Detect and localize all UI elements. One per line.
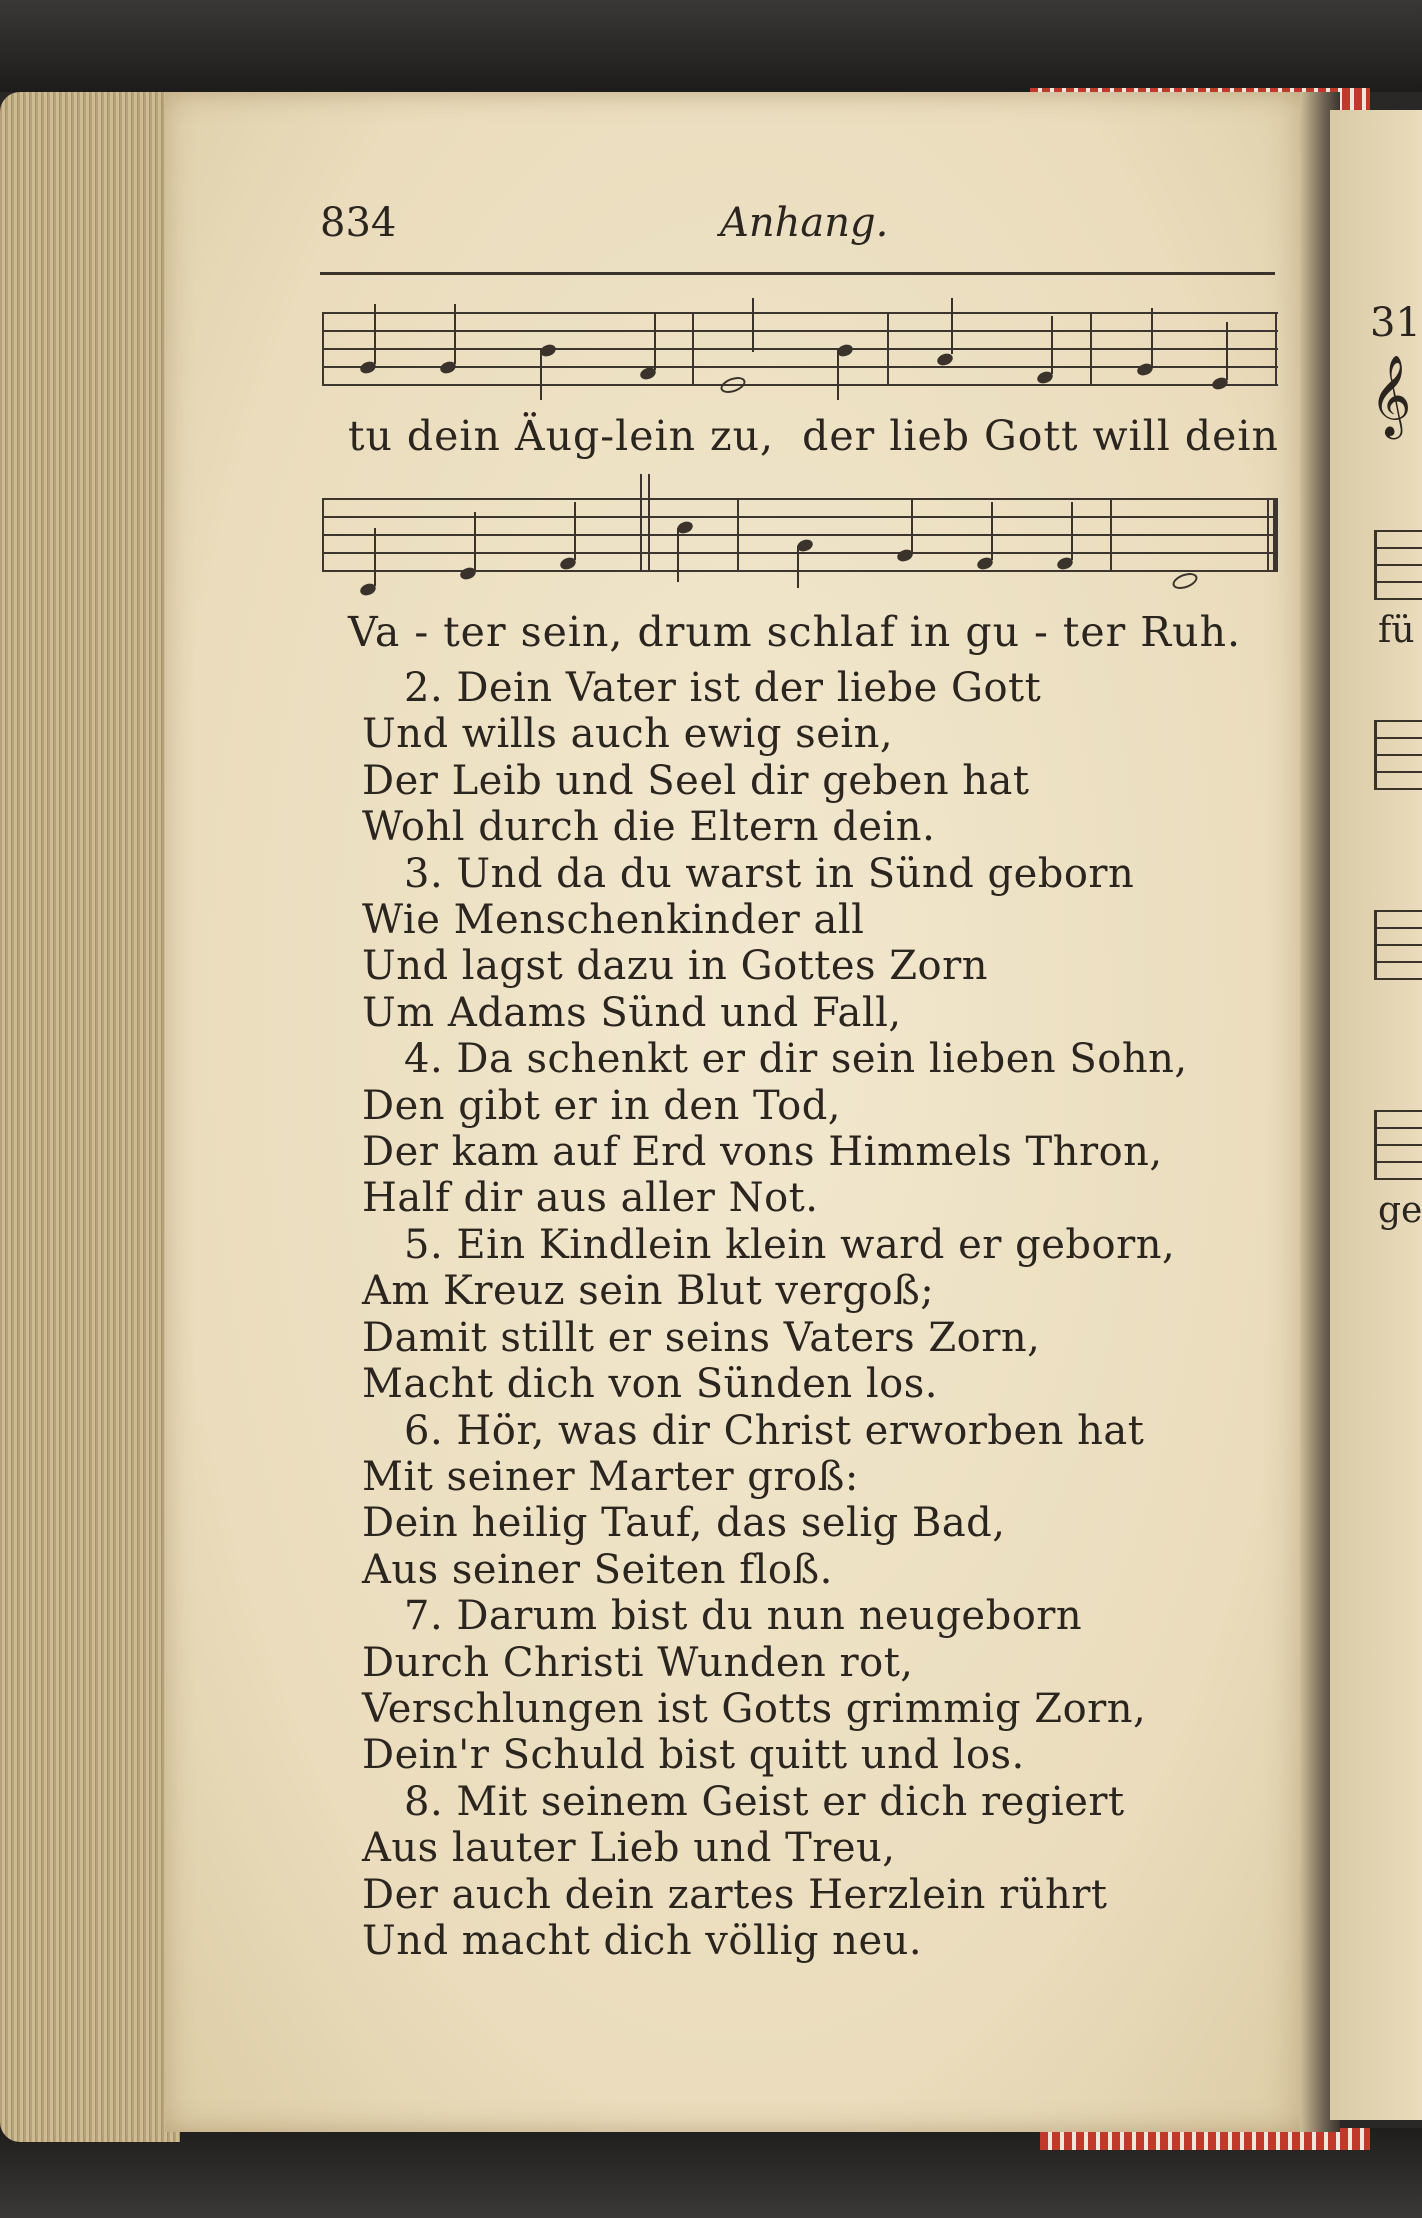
- verse-line: Wie Menschenkinder all: [362, 897, 865, 944]
- verse-3: [362, 851, 1262, 1037]
- header-rule: [320, 272, 1275, 275]
- verse-line: 7. Darum bist du nun neugeborn: [404, 1593, 1083, 1640]
- page-header: [320, 200, 1270, 260]
- facing-text-fragment-1: fü: [1378, 610, 1415, 651]
- facing-staff-4: [1374, 1110, 1422, 1180]
- verse-line: Damit stillt er seins Vaters Zorn,: [362, 1314, 1041, 1361]
- verse-line: Aus lauter Lieb und Treu,: [362, 1825, 896, 1872]
- verse-line: Durch Christi Wunden rot,: [362, 1639, 914, 1686]
- facing-staff-2: [1374, 720, 1422, 790]
- verse-line: Mit seiner Marter groß:: [362, 1453, 859, 1500]
- verse-line: 8. Mit seinem Geist er dich regiert: [404, 1778, 1125, 1825]
- verse-line: Verschlungen ist Gotts grimmig Zorn,: [362, 1685, 1147, 1732]
- verse-line: Macht dich von Sünden los.: [362, 1361, 938, 1408]
- verse-6: [362, 1408, 1262, 1594]
- verse-line: Der auch dein zartes Herzlein rührt: [362, 1871, 1108, 1918]
- verse-line: Und wills auch ewig sein,: [362, 711, 894, 758]
- verse-line: 6. Hör, was dir Christ erworben hat: [404, 1407, 1145, 1454]
- verse-line: Um Adams Sünd und Fall,: [362, 989, 902, 1036]
- verse-line: 3. Und da du warst in Sünd geborn: [404, 850, 1135, 897]
- verse-line: Der Leib und Seel dir geben hat: [362, 757, 1030, 804]
- music-staff-1: [322, 312, 1278, 392]
- verse-line: 4. Da schenkt er dir sein lieben Sohn,: [404, 1036, 1188, 1083]
- verse-5: [362, 1222, 1262, 1408]
- verse-line: Wohl durch die Eltern dein.: [362, 804, 936, 851]
- verses-block: [362, 665, 1262, 1964]
- page-edges: [0, 92, 180, 2142]
- verse-line: 5. Ein Kindlein klein ward er geborn,: [404, 1221, 1176, 1268]
- verse-2: [362, 665, 1262, 851]
- verse-line: 2. Dein Vater ist der liebe Gott: [404, 665, 1042, 711]
- book-cover-top: [0, 0, 1422, 92]
- verse-8: [362, 1779, 1262, 1965]
- verse-4: [362, 1036, 1262, 1222]
- lyric-line-2: Va - ter sein, drum schlaf in gu - ter Ruh.: [348, 608, 1242, 656]
- page-number: 834: [320, 200, 397, 246]
- verse-line: Der kam auf Erd vons Himmels Thron,: [362, 1129, 1163, 1176]
- lyric-line-1: tu dein Äug-lein zu, der lieb Gott will dein: [348, 412, 1279, 460]
- running-head: Anhang.: [720, 200, 889, 246]
- facing-text-fragment-2: ge: [1378, 1190, 1422, 1231]
- treble-clef-icon: 𝄞: [1370, 354, 1412, 436]
- verse-line: Dein'r Schuld bist quitt und los.: [362, 1732, 1025, 1779]
- music-staff-2: [322, 498, 1278, 578]
- verse-line: Aus seiner Seiten floß.: [362, 1546, 833, 1593]
- verse-line: Half dir aus aller Not.: [362, 1175, 819, 1222]
- facing-staff-3: [1374, 910, 1422, 980]
- facing-page-number: 31: [1370, 300, 1421, 346]
- facing-staff-1: [1374, 530, 1422, 600]
- facing-page-fragment: [1330, 110, 1422, 2120]
- verse-line: Den gibt er in den Tod,: [362, 1082, 842, 1129]
- verse-line: Und lagst dazu in Gottes Zorn: [362, 943, 988, 990]
- verse-7: [362, 1593, 1262, 1779]
- verse-line: Dein heilig Tauf, das selig Bad,: [362, 1500, 1006, 1547]
- verse-line: Am Kreuz sein Blut vergoß;: [362, 1268, 935, 1315]
- verse-line: Und macht dich völlig neu.: [362, 1917, 923, 1964]
